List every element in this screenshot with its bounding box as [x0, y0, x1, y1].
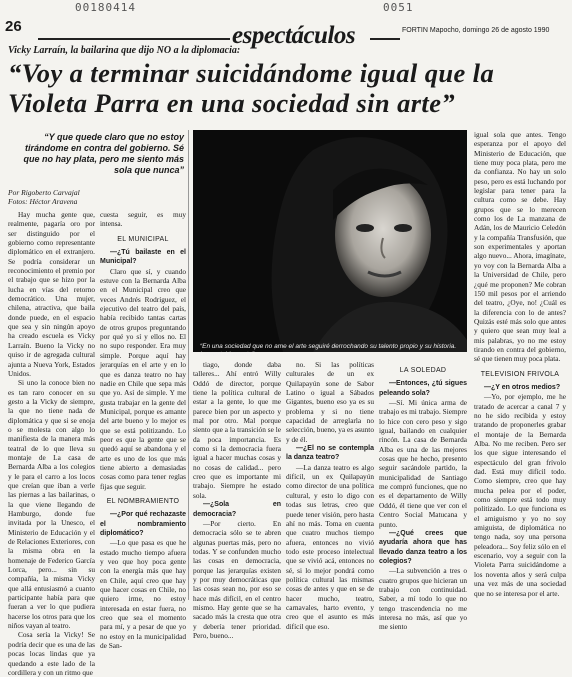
paragraph: —Por cierto. En democracia sólo se te abren algunas puertas más, pero no todas. Y se confunden mucho las cosas en democracia, porque las jerarquías existen y por muy democráticas que las cosas sean no, por eso se hace más difícil, en el centro mismo. Hay gente que se ha sacado más la cresta que otra y debería tener prioridad. Pero, bueno... [193, 518, 281, 640]
column-5 [379, 360, 467, 632]
paragraph: —Yo, por ejemplo, me he tratado de acercar a canal 7 y no he sido recibida y estoy tratando de proponerles grabar el montaje de la Bernarda Alba. No me reciben. Pero ser los que sigue interesando el espectáculo del gran frívolo dad. Está muy difícil todo. Como siempre, creo que hay mucha pelea por el poder, como siempre está todo muy politizado. Lo que funciona es el amiguismo y yo no soy amiguista, de diplomática no tengo nada, soy una persona peleadora... Soy feliz sólo en el escenario, voy a seguir con la Violeta Parra suicidándome a los noventa años y será culpa una vez más de una sociedad que no se interesa por el arte. [474, 392, 566, 598]
paragraph: tiago, donde daba talleres... Ahí entró Willy Oddó de director, porque tiene la política cultural de estar a la gente, lo que me parece bien por un aspecto y mal por otro. Mal porque siento que a la transición se le da poca importancia. Es como si la democracia fuera igual a hacer muchas cosas y no cosas de calidad... pero creo que es importante mi trabajo. Siempre he estado sola. [193, 360, 281, 500]
archive-note: 0051 [383, 1, 414, 14]
subheading: EL MUNICIPAL [117, 235, 169, 243]
question: —¿Por qué rechazaste el nombramiento diplomático? [100, 511, 186, 537]
archive-stamp: 00180414 [75, 1, 136, 14]
photo-credit: Fotos: Héctor Aravena [8, 197, 78, 206]
portrait-image [193, 130, 467, 352]
paragraph: Si uno la conoce bien no es tan raro conocer en su gesto a la Vicky de siempre, la que no tiene nada de diplomática y que si se enoja o se molesta con algo lo manifiesta de la manera más teatral de lo que lleva su montaje de La casa de Bernarda Alba a los colegios y le para el carro a los locos que creían que iban a verle las piernas a las bailarinas, o la que viene llegando de Hamburgo, donde fue invitada por la Unesco, el Ministerio de Educación y el de Relaciones Exteriores, con la misma obra en la homenaje de Federico García Lorca, pero... sin su compañía, la misma Vicky que allá entusiasmó a cuanto participante había para que fueran a ver lo que pudiera hacerse los otros para que los niños vayan al teatro. [8, 378, 95, 631]
subheading: TELEVISION FRIVOLA [480, 370, 560, 378]
paragraph: —Lo que pasa es que he estado mucho tiempo afuera y veo que hoy poca gente con la energía más que hay en Chile, aquí creo que hay que hacer cosas en Chile, no quiero irme, no estoy interesada en estar fuera, no creo que sea el momento para mí, y a pesar de que yo no estoy en la municipalidad de San- [100, 538, 186, 651]
paragraph: Cosa sería la Vicky! Se podría decir que es una de las pocas locas lindas que ya quedando a este lado de la cordillera y con un ritmo que [8, 630, 95, 677]
paragraph: no. Si las políticas culturales de un ex Quilapayún sone de Sabor Latino o igual a Sábados Gigantes, bueno eso ya es su problema y si no tiene capacidad de arreglarla no selección, bueno, ya es asunto y de él. [286, 360, 374, 444]
paragraph: cuesta seguir, es muy intensa. [100, 210, 186, 229]
question: —¿Y en otros medios? [484, 383, 561, 391]
question: —Entonces, ¿tú sigues peleando sola? [379, 380, 467, 397]
paragraph: Claro que sí, y cuando estuve con la Bernarda Alba en el Municipal creo que veces Andrés Rodríguez, el ejecutivo del teatro del país, había recibido tantas cartas de otros grupos preguntando por qué yo sí y ellos no. El no supo responder. Era muy simple. Porque aquí hay jerarquías en el arte y en lo que es danza teatro no hay nadie en Chile que sepa más que yo. Así de simple. Y me gusta trabajar en la gente del Municipal, porque es amante del arte bueno y lo mejor es que se está politizando. Lo peor es que la gente que se quedó aquí se abandona y el arte es uno de los que más tiene abierto a demasiadas cosas como para tener reglas fijas que seguir. [100, 266, 186, 491]
paragraph: Hay mucha gente que, realmente, pagaría oro por ser distinguido por el gobierno como representante diplomático en el extranjero. Se podría considerar un reconocimiento el premio por el trabajo que se hizo por la lucha en vías del retorno democrático. Una mujer, chilena, atractiva, que baila donde puede, en el espacio que sea y sin ningún apoyo ha creado escuela es Vicky Larraín. Bueno la Vicky no quiso ir de agregada cultural ajunta a Nueva York, Estados Unidos. [8, 210, 95, 378]
column-rule [188, 130, 189, 600]
question: —¿Qué crees que ayudaría ahora que has llevado danza teatro a los colegios? [379, 529, 467, 565]
pull-quote: “Y que quede claro que no estoy tirándome en contra del gobierno. Sé que no hay plata, pero me siento más sola que nunca” [23, 132, 184, 175]
dateline: FORTIN Mapocho, domingo 26 de agosto 1990 [402, 27, 550, 34]
section-rule [370, 38, 400, 40]
column-4 [286, 360, 374, 631]
question: —¿Sola en democracia? [193, 501, 281, 518]
section-title: espectáculos [232, 22, 356, 49]
question: —¿Tú bailaste en el Municipal? [100, 249, 186, 266]
subheading: EL NOMBRAMIENTO [106, 497, 180, 505]
column-3 [193, 360, 281, 640]
paragraph: —Sí. Mi única arma de trabajo es mi trabajo. Siempre lo hice con cero peso y sigo igual, bailando en cualquier rincón. La casa de Bernarda Alba es una de las mejores cosas que he hecho, presento seguir sacándole partido, la municipalidad de Santiago me compró funciones, que no es el departamento de Willy Oddó, él tiene que ver con el Centro Social Matucana y punto. [379, 398, 467, 529]
byline [8, 188, 80, 206]
kicker: Vicky Larraín, la bailarina que dijo NO a la diplomacia: [8, 45, 241, 56]
subheading: LA SOLEDAD [399, 367, 447, 374]
paragraph: —La danza teatro es algo difícil, un ex Quilapayún como director de una política cultural, y esto lo digo con todas sus letras, creo que puede tener visión, pero hasta ahí no más. Toma en cuenta que cuatro muchos tiempo afuera, entonces no vivió todo este proceso intelectual que se vivió acá, entonces no sé, si lo mejor pondrá como política cultural las mismas cosas de antes y que en se de hacer mucho, teatro, carnavales, harto evento, y creo que el asunto es más difícil que eso. [286, 462, 374, 631]
paragraph: igual sola que antes. Tengo esperanza por el apoyo del Ministerio de Educación, que tiene muy poca plata, pero me da confianza. No hay un solo peso, pero es está luchando por legislar para tener para la cultura como se debe. Hay grupos que se lo merecen como los de La manzana de Adán, los de Mauricio Celedón y la compañía Transfusión, que son experimentales y aportan algo nuevo... Ahora, imagínate, yo voy con la Bernarda Alba a la Universidad de Chile, pero ¿qué me proponen? Me cobran 150 mil pesos por el arriendo del teatro, ¿Oye, no! ¿Cuál es la diferencia con lo de antes? Quizás esté más solo que antes y quiero que sean muy leal a mis palabras, yo no me estoy tirando en contra del gobierno, sé que tienen muy poca plata. [474, 130, 566, 364]
section-rule [38, 38, 230, 40]
column-2 [100, 210, 186, 651]
paragraph: —La subvención a tres o cuatro grupos que hicieran un trabajo con continuidad. Saber, a mí todo lo que no tengo trascendencia no me interesa no más, así que yo me siento [379, 566, 467, 632]
photo-caption: “En una sociedad que no ame el arte seguiré derrochando su talento propio y su historia. Lamentablemente” [200, 343, 457, 358]
headline: “Voy a terminar suicidándome igual que la Violeta Parra en una sociedad sin arte” [8, 58, 495, 118]
portrait-photo [193, 130, 467, 352]
page-number: 26 [5, 18, 22, 35]
author: Por Rigoberto Carvajal [8, 188, 80, 197]
column-1 [8, 210, 95, 677]
question: —¿El no se contempla la danza teatro? [286, 445, 374, 462]
column-6 [474, 130, 566, 598]
